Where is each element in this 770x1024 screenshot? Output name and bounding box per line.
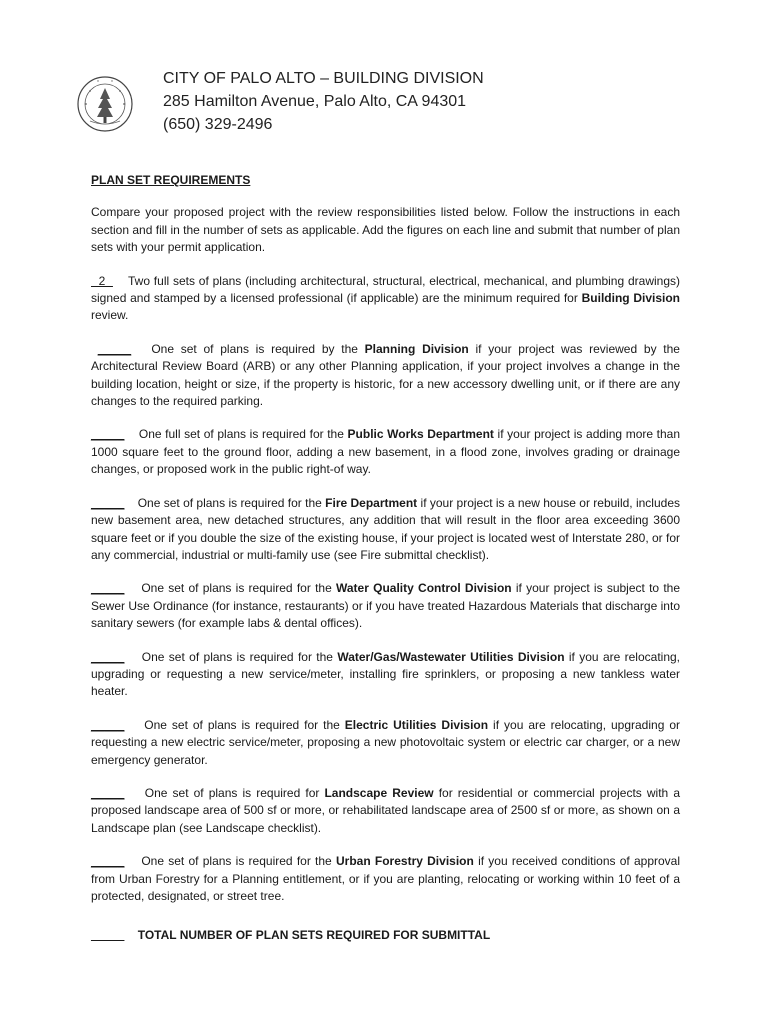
department-name: Water Quality Control Division (336, 581, 512, 596)
letterhead (163, 67, 484, 136)
requirement-item: _____ One full set of plans is required for the Public Works Department if your project is adding more than 1000 square feet to the ground floor, adding a new basement, in a flood zone, involves grading or drainage changes, or proposed work in the public right-of way. (91, 427, 681, 477)
requirement-item: _____ One set of plans is required for Landscape Review for residential or commercial projects with a proposed landscape area of 500 sf or more, or rehabilitated landscape area of 2500 sf or more, as shown on a Landscape plan (see Landscape checklist). (91, 785, 680, 835)
page-title: PLAN SET REQUIREMENTS (91, 173, 251, 187)
total-sets-field[interactable]: _____ (91, 928, 125, 943)
requirement-item: _____ One set of plans is required for the Urban Forestry Division if you received conditions of approval from Urban Forestry for a Planning entitlement, or if you are planting, relocating or working within 10 feet of a protected, designated, or street tree. (91, 854, 681, 903)
sets-count-field[interactable]: _____ (91, 649, 125, 664)
requirement-item: _____ One set of plans is required for the Electric Utilities Division if you are relocating, upgrading or requesting a new electric service/meter, proposing a new photovoltaic system or electric car charger, or a new emergency generator. (91, 717, 681, 767)
requirement-item: 2 Two full sets of plans (including architectural, structural, electrical, mechanical, and plumbing drawings) signed and stamped by a licensed professional (if applicable) are the minimum required for Building Division review. (91, 273, 681, 323)
city-seal-icon (76, 75, 134, 133)
requirement-item: _____ One set of plans is required for the Water/Gas/Wastewater Utilities Division if you are relocating, upgrading or requesting a new service/meter, installing fire sprinklers, or proposing a new tankless water heater. (91, 649, 680, 699)
department-name: Electric Utilities Division (344, 717, 489, 732)
requirement-item: _____ One set of plans is required for the Fire Department if your project is a new house or rebuild, includes new basement area, new detached structures, any addition that will result in the floor area exceeding 3600 square feet or if you double the size of the existing house, if your project is located west of Interstate 280, or for any commercial, industrial or multi-family use (see Fire submittal checklist). (91, 495, 680, 562)
document-body (91, 172, 680, 945)
department-name: Landscape Review (324, 785, 434, 800)
sets-count-field[interactable]: _____ (91, 581, 125, 596)
sets-count-field[interactable]: _____ (91, 717, 125, 732)
office-phone: (650) 329-2496 (163, 116, 273, 133)
department-name: Fire Department (325, 495, 418, 510)
total-label: TOTAL NUMBER OF PLAN SETS REQUIRED FOR SUBMITTAL (137, 928, 491, 943)
total-line (91, 927, 680, 944)
sets-count-field[interactable]: _____ (91, 427, 125, 442)
department-name: Planning Division (364, 341, 469, 356)
sets-count-field[interactable]: _____ (91, 854, 125, 869)
department-name: Building Division (581, 291, 681, 306)
office-name: CITY OF PALO ALTO – BUILDING DIVISION (163, 70, 484, 87)
office-address: 285 Hamilton Avenue, Palo Alto, CA 94301 (163, 93, 467, 110)
department-name: Public Works Department (347, 427, 494, 442)
sets-count-field[interactable]: _____ (91, 785, 125, 800)
sets-count-field[interactable]: _____ (91, 495, 125, 510)
sets-count-field[interactable]: 2 (91, 273, 113, 288)
sets-count-field[interactable]: _____ (97, 341, 132, 356)
department-name: Urban Forestry Division (335, 854, 474, 869)
requirement-item: _____ One set of plans is required by the Planning Division if your project was reviewed by the Architectural Review Board (ARB) or any other Planning application, if your project involves a change in the building location, height or size, if the property is historic, for a new accessory dwelling unit, or if there are any changes to the required parking. (91, 341, 680, 409)
department-name: Water/Gas/Wastewater Utilities Division (337, 649, 565, 664)
requirement-item: _____ One set of plans is required for the Water Quality Control Division if your project is subject to the Sewer Use Ordinance (for instance, restaurants) or if you have treated Hazardous Materials that discharge into sanitary sewers (for example labs & dental offices). (91, 581, 681, 631)
intro-paragraph: Compare your proposed project with the review responsibilities listed below. Follow the instructions in each section and fill in the number of sets as applicable. Add the figures on each line and submit that number of plan sets with your permit application. (91, 205, 680, 255)
